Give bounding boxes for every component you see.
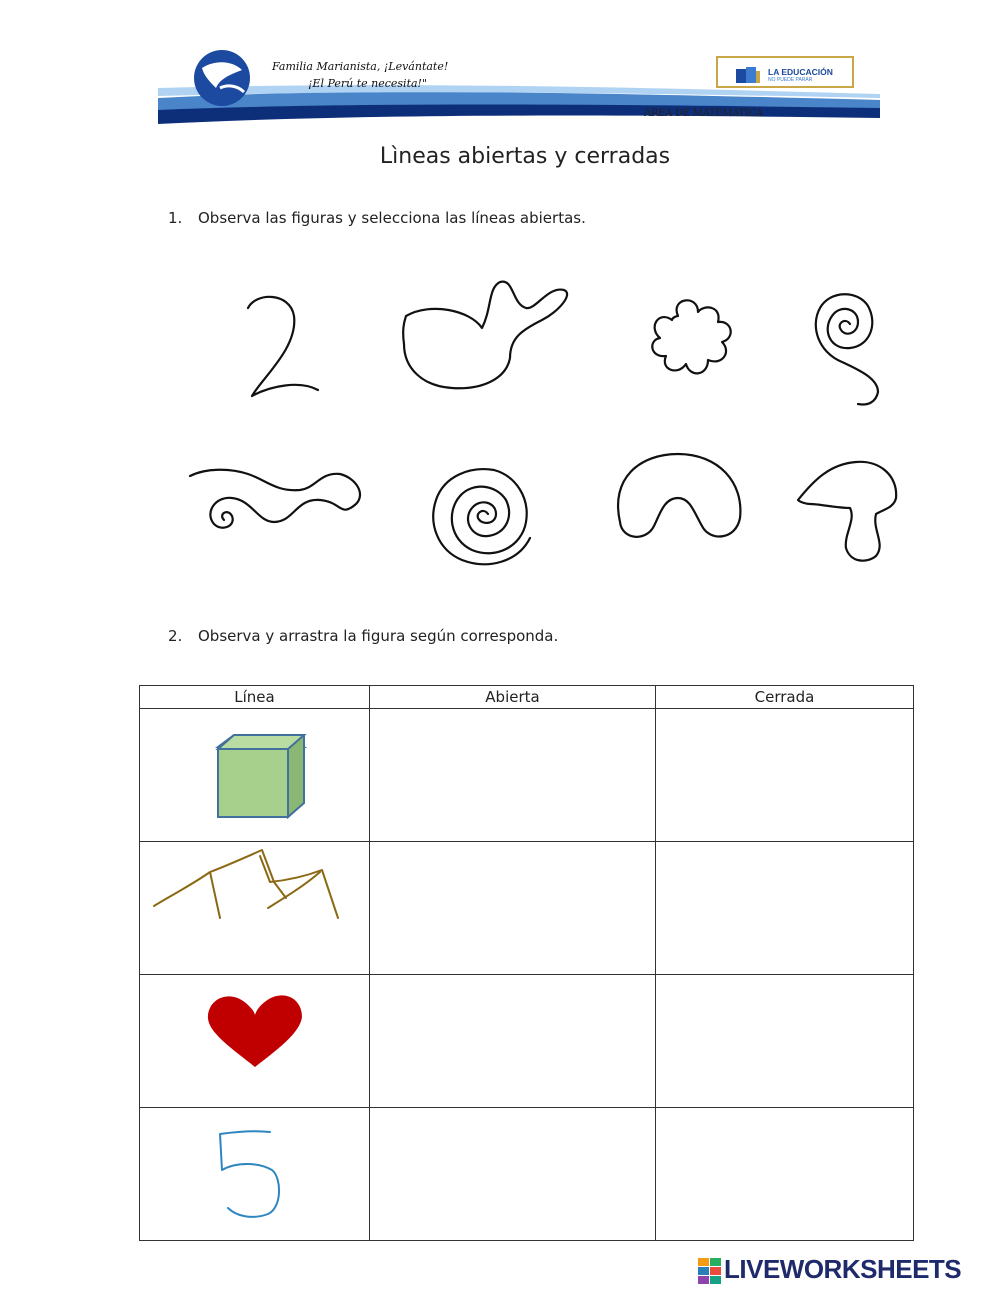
badge-text: LA EDUCACIÓN [768,67,833,77]
spiral-tail-line[interactable] [816,294,878,404]
zigzag-mountain-line[interactable] [140,842,370,974]
closed-drop-zone[interactable] [656,842,914,975]
question-1-text: Observa las figuras y selecciona las líneas abiertas. [198,209,586,227]
number-five-line[interactable] [140,1108,370,1240]
arch-line[interactable] [618,454,740,537]
area-label: ÁREA DE MATEMÁTICA [644,108,763,119]
mushroom-line[interactable] [798,462,896,561]
open-drop-zone[interactable] [370,975,656,1108]
badge-subtext: NO PUEDE PARAR [768,77,813,83]
whale-line[interactable] [403,282,567,389]
heart-icon[interactable] [140,975,370,1107]
liveworksheets-logo-icon [698,1258,722,1284]
open-closed-figures [170,268,910,578]
spiral-line[interactable] [433,469,530,564]
closed-drop-zone[interactable] [656,1108,914,1241]
cube-icon[interactable] [140,709,370,841]
motto-line-2: ¡El Perú te necesita!" [308,77,428,90]
figure-cell [140,709,370,842]
table-header-row [140,686,914,709]
table-row [140,842,914,975]
figure-cell [140,975,370,1108]
question-2-number: 2. [168,627,183,645]
question-1-number: 1. [168,209,183,227]
closed-drop-zone[interactable] [656,975,914,1108]
books-icon [734,61,762,85]
page-title: Lìneas abiertas y cerradas [379,144,671,169]
motto-line-1: Familia Marianista, ¡Levántate! [272,60,449,73]
header-line: Línea [140,686,370,709]
open-drop-zone[interactable] [370,842,656,975]
question-2-text: Observa y arrastra la figura según corresponda. [198,627,559,645]
table-row [140,1108,914,1241]
header-closed: Cerrada [656,686,914,709]
closed-drop-zone[interactable] [656,709,914,842]
number-two-line[interactable] [248,297,318,396]
figure-cell [140,842,370,975]
figure-cell [140,1108,370,1241]
classification-table [139,685,914,1241]
open-drop-zone[interactable] [370,709,656,842]
school-logo [194,50,250,106]
open-drop-zone[interactable] [370,1108,656,1241]
table-row [140,975,914,1108]
flower-line[interactable] [652,300,730,373]
liveworksheets-brand: LIVEWORKSHEETS [724,1254,962,1284]
header-open: Abierta [370,686,656,709]
table-row [140,709,914,842]
wave-spiral-line[interactable] [190,470,360,528]
